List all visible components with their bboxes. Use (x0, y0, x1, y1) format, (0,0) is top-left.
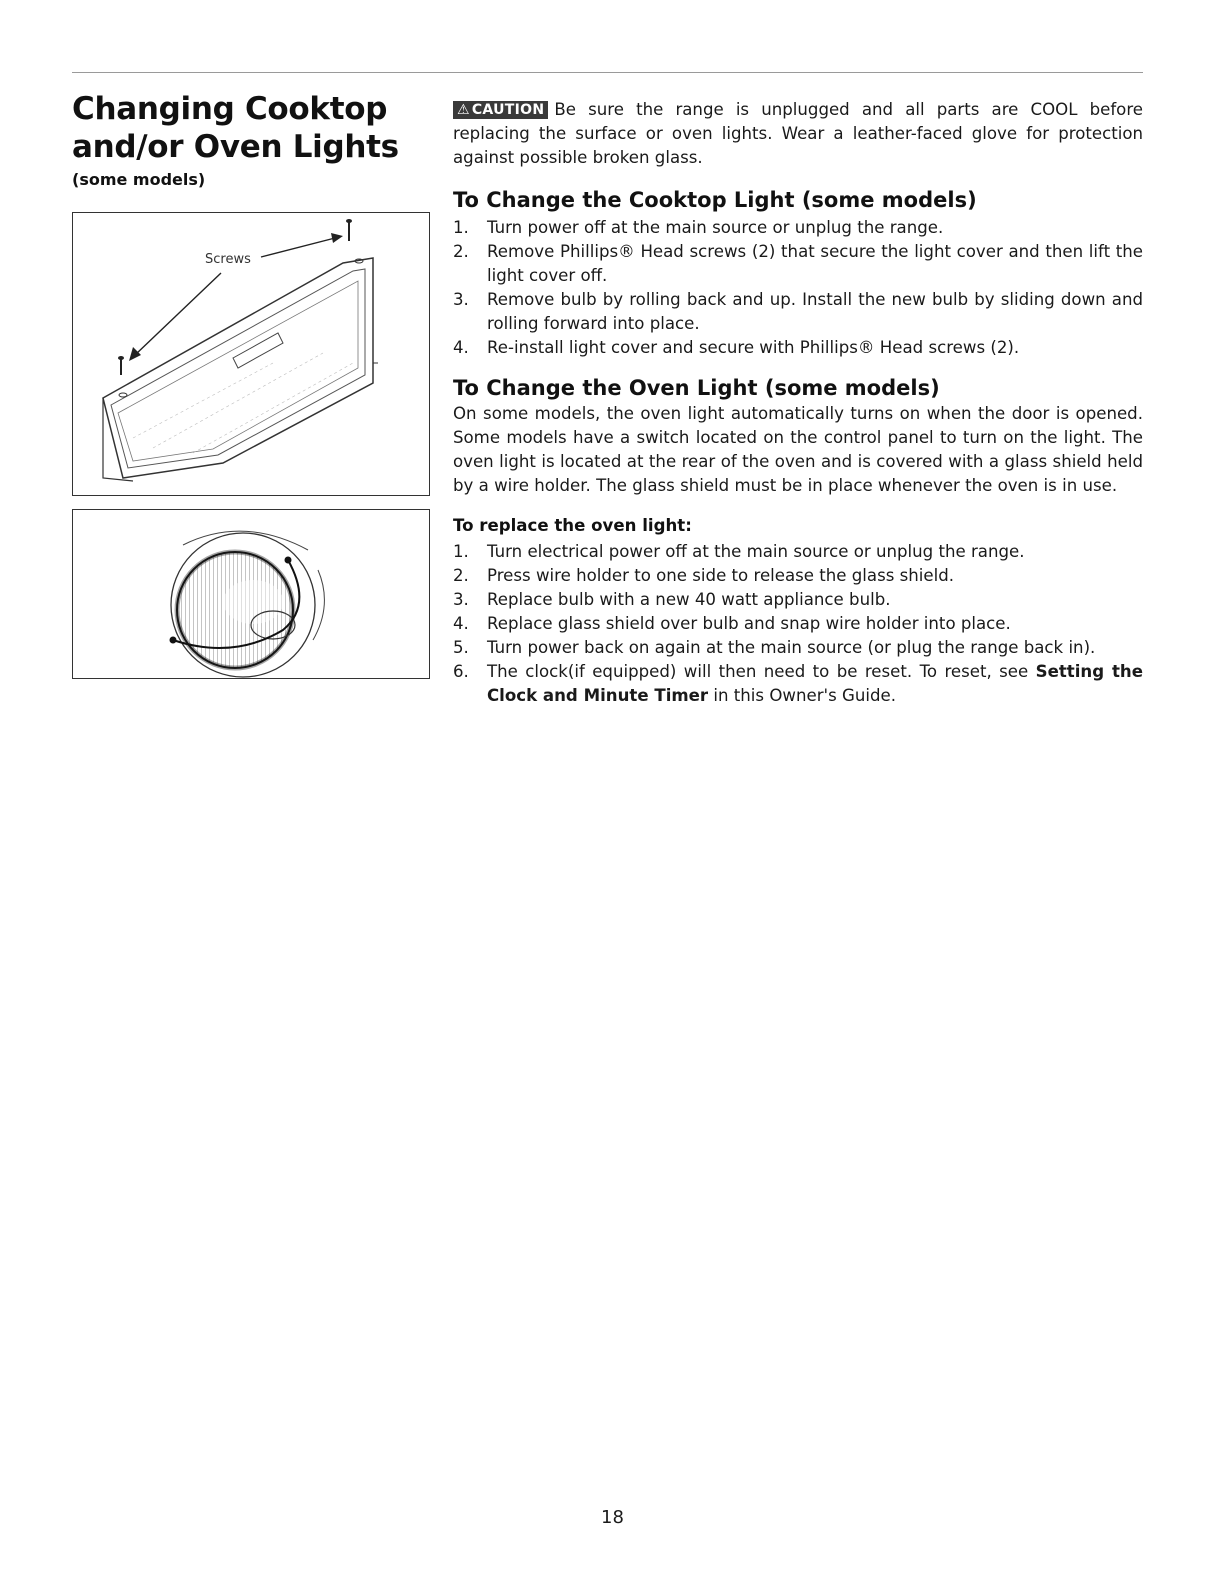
guide-reference: Setting the Clock and Minute Timer (487, 662, 1144, 705)
cooktop-steps (453, 216, 1143, 360)
step-text (487, 660, 1143, 708)
step-text: Turn electrical power off at the main source or unplug the range. (487, 542, 1025, 561)
oven-heading: To Change the Oven Light (some models) (453, 376, 940, 400)
step-number: 5. (453, 638, 469, 657)
step-text: Replace glass shield over bulb and snap wire holder into place. (487, 614, 1011, 633)
list-item (453, 564, 1143, 588)
list-item (453, 636, 1143, 660)
oven-paragraph: On some models, the oven light automatically turns on when the door is opened. Some models have a switch located on the control panel to turn on the light. The oven light is located at the rear of the oven and is covered with a glass shield held by a wire holder. The glass shield must be in place whenever the oven is in use. (453, 404, 1143, 495)
screws-label: Screws (205, 252, 251, 267)
oven-steps (453, 540, 1143, 708)
screw-left-icon (118, 356, 127, 397)
cooktop-light-figure (72, 212, 430, 496)
step-number: 2. (453, 242, 469, 261)
section-title-line1: Changing Cooktop (72, 91, 388, 127)
step-number: 2. (453, 566, 469, 585)
caution-paragraph (453, 98, 1143, 170)
step-text: Turn power back on again at the main source (or plug the range back in). (487, 638, 1096, 657)
list-item (453, 540, 1143, 564)
oven-light-figure (72, 509, 430, 679)
step6-text-after: in this Owner's Guide. (708, 686, 897, 705)
caution-text: Be sure the range is unplugged and all parts are COOL before replacing the surface or oven lights. Wear a leather-faced glove for protection against possible broken glass. (453, 100, 1143, 167)
step-text: Re-install light cover and secure with Phillips® Head screws (2). (487, 338, 1020, 357)
cooktop-heading: To Change the Cooktop Light (some models) (453, 188, 977, 212)
step-text: Turn power off at the main source or unplug the range. (487, 218, 944, 237)
section-title-line2: and/or Oven Lights (72, 129, 399, 165)
replace-heading: To replace the oven light: (453, 516, 692, 535)
step-number: 3. (453, 590, 469, 609)
list-item (453, 288, 1143, 336)
warning-triangle-icon: ⚠ (457, 102, 470, 118)
left-column (72, 90, 432, 189)
step-number: 4. (453, 338, 469, 357)
step6-text-before: The clock(if equipped) will then need to be reset. To reset, see (487, 662, 1036, 681)
list-item (453, 588, 1143, 612)
step-text: Press wire holder to one side to release the glass shield. (487, 566, 955, 585)
step-number: 3. (453, 290, 469, 309)
step-text: Replace bulb with a new 40 watt appliance bulb. (487, 590, 891, 609)
caution-badge (453, 101, 548, 119)
step-text: Remove Phillips® Head screws (2) that secure the light cover and then lift the light cover off. (487, 242, 1143, 285)
step-number: 4. (453, 614, 469, 633)
step-number: 6. (453, 662, 469, 681)
step-number: 1. (453, 218, 469, 237)
section-title (72, 90, 432, 166)
cooktop-light-illustration (73, 213, 429, 495)
section-subtitle: (some models) (72, 170, 206, 189)
page-number: 18 (601, 1507, 624, 1528)
step-number: 1. (453, 542, 469, 561)
caution-badge-label: CAUTION (471, 102, 545, 118)
top-rule (72, 72, 1143, 73)
screw-top-icon (346, 219, 363, 263)
right-column (453, 98, 1143, 708)
list-item (453, 216, 1143, 240)
oven-light-illustration (73, 510, 429, 678)
list-item (453, 612, 1143, 636)
step-text: Remove bulb by rolling back and up. Install the new bulb by sliding down and rolling forward into place. (487, 290, 1143, 333)
list-item (453, 240, 1143, 288)
list-item (453, 660, 1143, 708)
list-item (453, 336, 1143, 360)
